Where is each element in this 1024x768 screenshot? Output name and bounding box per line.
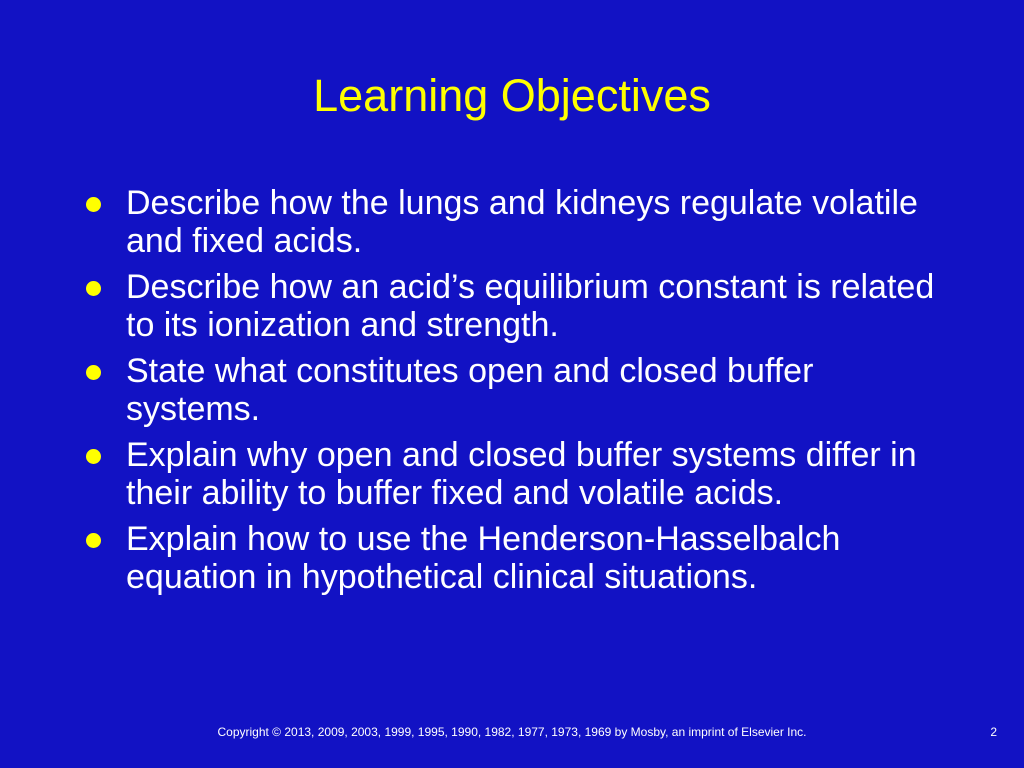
objectives-list bbox=[86, 184, 946, 604]
bullet-icon bbox=[86, 533, 101, 548]
bullet-icon bbox=[86, 197, 101, 212]
slide-footer bbox=[0, 721, 1024, 743]
list-item bbox=[86, 268, 946, 344]
objective-text: Explain how to use the Henderson-Hasselbalch equation in hypothetical clinical situations. bbox=[126, 520, 841, 596]
list-item bbox=[86, 352, 946, 428]
objective-text: State what constitutes open and closed buffer systems. bbox=[126, 352, 814, 428]
bullet-icon bbox=[86, 281, 101, 296]
bullet-icon bbox=[86, 449, 101, 464]
page-number: 2 bbox=[990, 725, 997, 739]
list-item bbox=[86, 520, 946, 596]
objective-text: Describe how the lungs and kidneys regulate volatile and fixed acids. bbox=[126, 184, 918, 260]
copyright-notice: Copyright © 2013, 2009, 2003, 1999, 1995, 1990, 1982, 1977, 1973, 1969 by Mosby, an imprint of Elsevier Inc. bbox=[217, 725, 807, 739]
objective-text: Explain why open and closed buffer systems differ in their ability to buffer fixed and volatile acids. bbox=[126, 436, 917, 512]
slide-title: Learning Objectives bbox=[313, 70, 711, 121]
list-item bbox=[86, 184, 946, 260]
bullet-icon bbox=[86, 365, 101, 380]
list-item bbox=[86, 436, 946, 512]
objective-text: Describe how an acid’s equilibrium constant is related to its ionization and strength. bbox=[126, 268, 935, 344]
